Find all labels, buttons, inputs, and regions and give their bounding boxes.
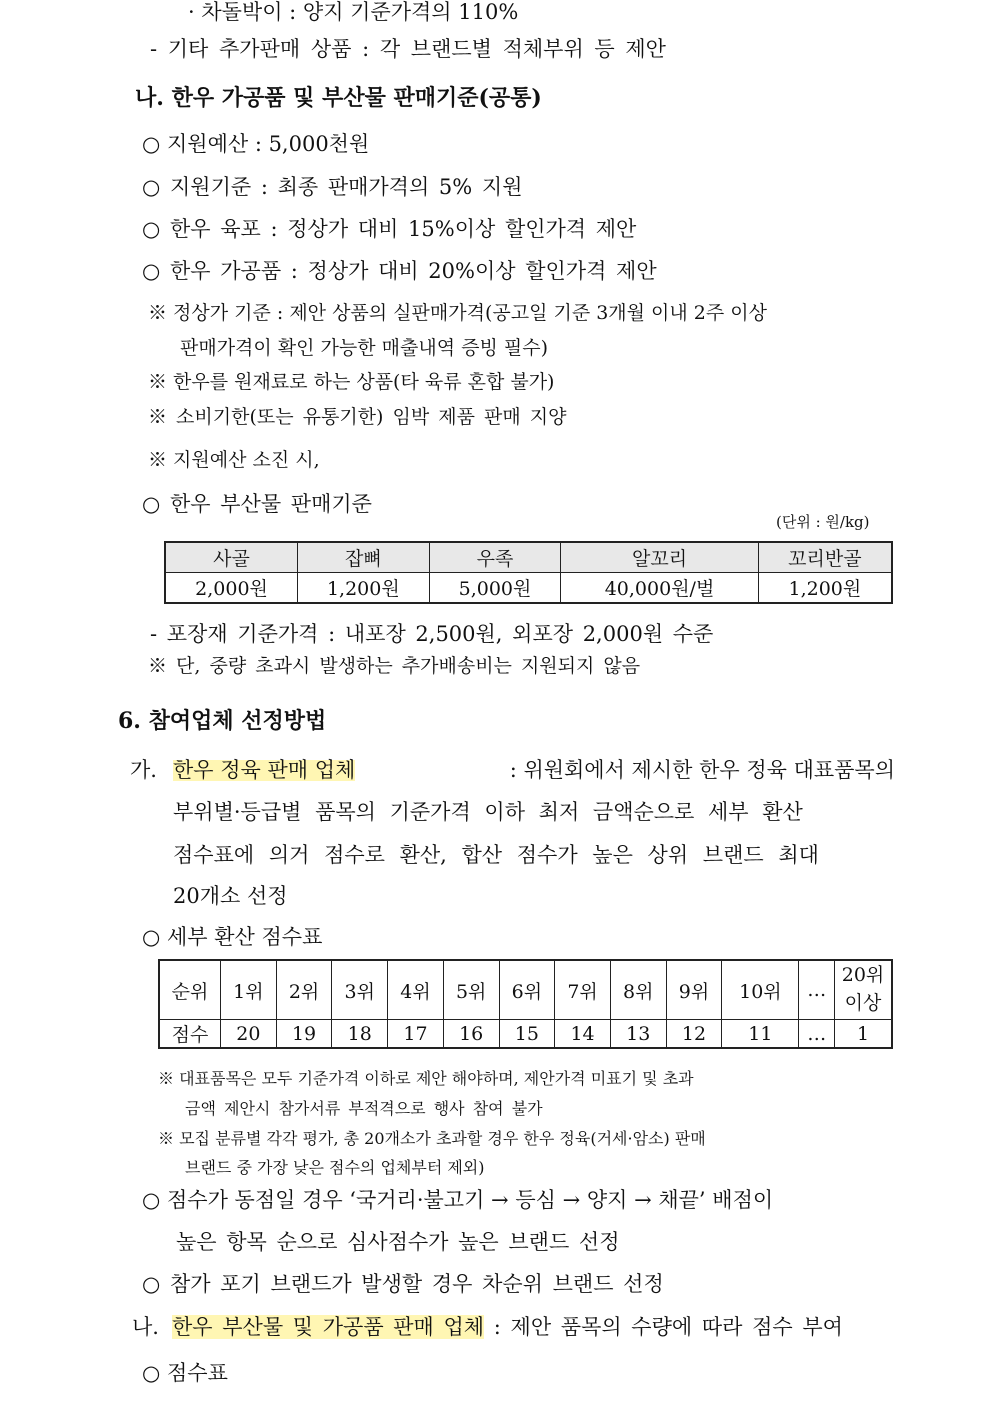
item-na2-line	[172, 1317, 843, 1338]
rank-cell: 6위	[499, 960, 555, 1020]
score-cell: 19	[276, 1020, 332, 1049]
score-cell: 15	[499, 1020, 555, 1049]
score-label-cell: 점수	[159, 1020, 221, 1049]
rank-cell: 3위	[332, 960, 388, 1020]
bullet-processed: ○ 한우 가공품 : 정상가 대비 20%이상 할인가격 제안	[142, 259, 657, 283]
rank-cell: 5위	[443, 960, 499, 1020]
header-cell: 사골	[165, 542, 298, 573]
score-conversion-table	[158, 959, 893, 1049]
table-row	[165, 542, 892, 573]
note-representative-items-cont: 금액 제안시 참가서류 부적격으로 행사 참여 불가	[185, 1099, 543, 1118]
note-expiry: ※ 소비기한(또는 유통기한) 임박 제품 판매 지양	[148, 406, 567, 428]
table-row	[165, 573, 892, 604]
score-cell: 1	[835, 1020, 893, 1049]
table-row	[159, 960, 892, 1020]
bullet-withdrawal: ○ 참가 포기 브랜드가 발생할 경우 차순위 브랜드 선정	[142, 1272, 664, 1296]
sub-item-chadolbagi: · 차돌박이 : 양지 기준가격의 110%	[188, 0, 519, 24]
score-cell: 18	[332, 1020, 388, 1049]
rank-cell: …	[799, 960, 835, 1020]
item-other-products: - 기타 추가판매 상품 : 각 브랜드별 적체부위 등 제안	[150, 37, 666, 61]
rank-cell: 10위	[722, 960, 799, 1020]
highlight-meat-seller: 한우 정육 판매 업체	[173, 758, 356, 782]
score-cell: 11	[722, 1020, 799, 1049]
note-regular-price-cont: 판매가격이 확인 가능한 매출내역 증빙 필수)	[180, 337, 548, 359]
rank-cell: 2위	[276, 960, 332, 1020]
rank-cell-last: 20위 이상	[835, 960, 893, 1020]
item-ga-line2: 부위별·등급별 품목의 기준가격 이하 최저 금액순으로 세부 환산	[173, 800, 803, 824]
price-cell: 2,000원	[165, 573, 298, 604]
item-ga-label: 가.	[130, 758, 157, 782]
score-cell: 16	[443, 1020, 499, 1049]
item-ga-line4: 20개소 선정	[173, 884, 288, 908]
highlight-byproduct-seller: 한우 부산물 및 가공품 판매 업체	[172, 1315, 485, 1339]
item-ga-text: : 위원회에서 제시한 한우 정육 대표품목의	[509, 758, 895, 782]
bullet-tie-rule-cont: 높은 항목 순으로 심사점수가 높은 브랜드 선정	[176, 1230, 620, 1254]
header-cell: 잡뼈	[298, 542, 430, 573]
rank-cell: 4위	[388, 960, 444, 1020]
bullet-criteria: ○ 지원기준 : 최종 판매가격의 5% 지원	[142, 175, 523, 199]
price-cell: 1,200원	[298, 573, 430, 604]
rank-label-cell: 순위	[159, 960, 221, 1020]
rank-cell: 1위	[221, 960, 277, 1020]
score-cell: 14	[555, 1020, 611, 1049]
header-cell: 우족	[429, 542, 561, 573]
rank-cell: 7위	[555, 960, 611, 1020]
byproduct-price-table	[164, 541, 893, 604]
item-na2-label: 나.	[132, 1315, 159, 1339]
header-cell: 알꼬리	[561, 542, 758, 573]
price-cell: 40,000원/벌	[561, 573, 758, 604]
packaging-price: - 포장재 기준가격 : 내포장 2,500원, 외포장 2,000원 수준	[150, 622, 714, 646]
note-shipping: ※ 단, 중량 초과시 발생하는 추가배송비는 지원되지 않음	[148, 655, 641, 677]
bullet-byproduct: ○ 한우 부산물 판매기준	[142, 492, 372, 516]
score-cell: 12	[666, 1020, 722, 1049]
section-6-heading: 6. 참여업체 선정방법	[118, 708, 327, 734]
section-na-heading: 나. 한우 가공품 및 부산물 판매기준(공통)	[135, 85, 542, 111]
score-cell: …	[799, 1020, 835, 1049]
bullet-tie-rule: ○ 점수가 동점일 경우 ‘국거리·불고기 → 등심 → 양지 → 채끝’ 배점이	[142, 1188, 774, 1212]
bullet-budget: ○ 지원예산 : 5,000천원	[142, 132, 370, 156]
item-na2-text: : 제안 품목의 수량에 따라 점수 부여	[493, 1315, 843, 1339]
rank-cell: 9위	[666, 960, 722, 1020]
note-representative-items: ※ 대표품목은 모두 기준가격 이하로 제안 해야하며, 제안가격 미표기 및 초과	[158, 1069, 694, 1088]
note-budget-exhausted: ※ 지원예산 소진 시,	[148, 449, 320, 471]
bullet-score-table: ○ 세부 환산 점수표	[142, 925, 323, 949]
header-cell: 꼬리반골	[758, 542, 892, 573]
note-raw-material: ※ 한우를 원재료로 하는 상품(타 육류 혼합 불가)	[148, 371, 555, 393]
score-cell: 13	[610, 1020, 666, 1049]
table-row	[159, 1020, 892, 1049]
note-category-evaluation: ※ 모집 분류별 각각 평가, 총 20개소가 초과할 경우 한우 정육(거세·암소) 판매	[158, 1129, 706, 1148]
item-ga-line3: 점수표에 의거 점수로 환산, 합산 점수가 높은 상위 브랜드 최대	[173, 843, 819, 867]
unit-label: (단위 : 원/kg)	[776, 513, 870, 531]
rank-cell: 8위	[610, 960, 666, 1020]
price-cell: 5,000원	[429, 573, 561, 604]
price-cell: 1,200원	[758, 573, 892, 604]
note-regular-price: ※ 정상가 기준 : 제안 상품의 실판매가격(공고일 기준 3개월 이내 2주 이상	[148, 302, 767, 324]
item-ga-line1	[173, 760, 895, 781]
bullet-jerky: ○ 한우 육포 : 정상가 대비 15%이상 할인가격 제안	[142, 217, 637, 241]
score-cell: 17	[388, 1020, 444, 1049]
note-category-evaluation-cont: 브랜드 중 가장 낮은 점수의 업체부터 제외)	[185, 1158, 485, 1177]
score-cell: 20	[221, 1020, 277, 1049]
bullet-score-table-2: ○ 점수표	[142, 1361, 228, 1385]
